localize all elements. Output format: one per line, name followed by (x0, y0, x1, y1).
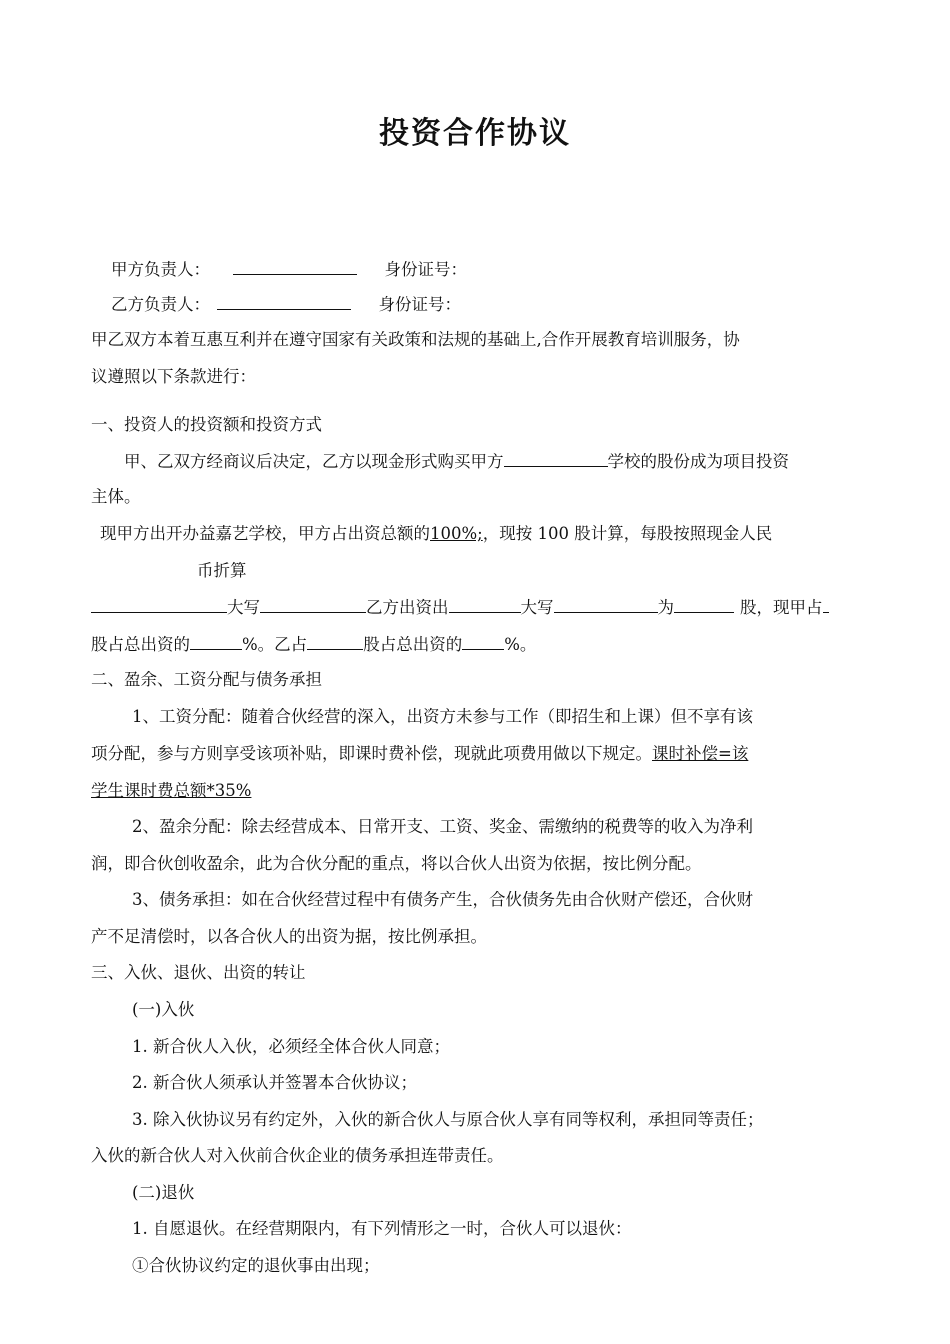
party-a-share-label: 股占总出资的 (91, 635, 190, 654)
percent-end: %。 (504, 635, 537, 654)
party-a-label: 甲方负责人： (111, 260, 210, 279)
leave-item-1: 1. 自愿退伙。在经营期限内，有下列情形之一时，合伙人可以退伙： (132, 1219, 632, 1238)
amount-blank-2[interactable] (449, 596, 521, 613)
leave-heading: (二)退伙 (132, 1183, 195, 1202)
section-1-para-1-end: 学校的股份成为项目投资 (607, 452, 789, 471)
school-name-blank[interactable] (504, 450, 608, 467)
section-1-para-2 (100, 523, 772, 545)
section-1-heading: 一、投资人的投资额和投资方式 (91, 415, 322, 434)
amount-blank-1[interactable] (91, 596, 227, 613)
party-b-percent-blank[interactable] (462, 633, 504, 650)
join-item-2: 2. 新合伙人须承认并签署本合伙协议； (132, 1073, 417, 1092)
section-3-heading: 三、入伙、退伙、出资的转让 (91, 963, 306, 982)
join-heading: (一)入伙 (132, 1000, 195, 1019)
section-1-para-4 (91, 633, 536, 656)
section-1-para-3 (91, 596, 829, 619)
join-item-3-line-2: 入伙的新合伙人对入伙前合伙企业的债务承担连带责任。 (91, 1146, 504, 1165)
party-b-line (111, 293, 461, 316)
party-b-shares-blank[interactable] (307, 633, 363, 650)
join-item-1: 1. 新合伙人入伙，必须经全体合伙人同意； (132, 1037, 450, 1056)
wage-line-2 (91, 743, 748, 765)
surplus-line-1: 2、盈余分配：除去经营成本、日常开支、工资、奖金、需缴纳的税费等的收入为净利 (132, 817, 753, 836)
party-b-contribution-label: 乙方出资出 (366, 598, 449, 617)
party-b-share-label: %。乙占 (242, 635, 308, 654)
intro-line-2: 议遵照以下条款进行： (91, 367, 256, 386)
wage-line-2-text: 项分配，参与方则享受该项补贴，即课时费补偿，现就此项费用做以下规定。 (91, 744, 652, 763)
trailing-blank[interactable] (823, 596, 829, 613)
party-a-name-blank[interactable] (233, 258, 357, 275)
wage-line-1: 1、工资分配：随着合伙经营的深入，出资方未参与工作（即招生和上课）但不享有该 (132, 707, 753, 726)
debt-line-2: 产不足清偿时，以各合伙人的出资为据，按比例承担。 (91, 927, 487, 946)
leave-item-1-sub-1: ①合伙协议约定的退伙事由出现； (132, 1256, 380, 1275)
investment-percent: 100%; (430, 524, 483, 543)
debt-line-1: 3、债务承担：如在合伙经营过程中有债务产生，合伙债务先由合伙财产偿还，合伙财 (132, 890, 753, 909)
section-1-para-2-line-2: 币折算 (197, 561, 247, 580)
compensation-formula-end: 学生课时费总额*35% (91, 781, 252, 800)
wei-label: 为 (657, 598, 674, 617)
section-1-para-1-line-2: 主体。 (91, 487, 141, 506)
section-1-para-1 (124, 450, 789, 473)
party-b-name-blank[interactable] (217, 293, 351, 310)
section-2-heading: 二、盈余、工资分配与债务承担 (91, 670, 322, 689)
section-1-para-2-end: ，现按 100 股计算，每股按照现金人民 (482, 524, 773, 543)
compensation-formula: 课时补偿=该 (652, 744, 749, 763)
shares-suffix: 股，现甲占 (740, 598, 823, 617)
join-item-3-line-1: 3. 除入伙协议另有约定外，入伙的新合伙人与原合伙人享有同等权利，承担同等责任； (132, 1110, 764, 1129)
shares-blank[interactable] (674, 596, 734, 613)
daxie-label-1: 大写 (227, 598, 260, 617)
party-b-id-label: 身份证号： (378, 295, 461, 314)
section-1-para-2-text: 现甲方出开办益嘉艺学校，甲方占出资总额的 (100, 524, 430, 543)
document-title: 投资合作协议 (379, 116, 571, 151)
party-a-line (111, 258, 467, 281)
section-1-para-1-text: 甲、乙双方经商议后决定，乙方以现金形式购买甲方 (124, 452, 504, 471)
surplus-line-2: 润，即合伙创收盈余，此为合伙分配的重点，将以合伙人出资为依据，按比例分配。 (91, 854, 702, 873)
party-b-share-total-label: 股占总出资的 (363, 635, 463, 654)
intro-line-1: 甲乙双方本着互惠互利并在遵守国家有关政策和法规的基础上,合作开展教育培训服务，协 (91, 330, 740, 349)
party-b-label: 乙方负责人： (111, 295, 210, 314)
amount-daxie-blank-2[interactable] (554, 596, 658, 613)
party-a-percent-blank[interactable] (190, 633, 242, 650)
amount-daxie-blank-1[interactable] (260, 596, 366, 613)
daxie-label-2: 大写 (520, 598, 554, 617)
party-a-id-label: 身份证号： (384, 260, 467, 279)
